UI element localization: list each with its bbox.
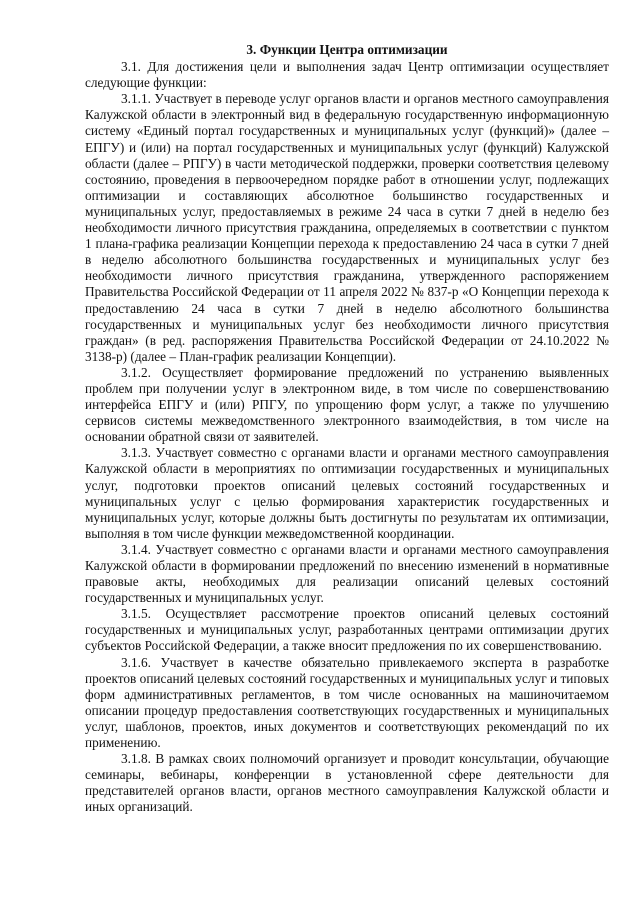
paragraph-3-1-1: 3.1.1. Участвует в переводе услуг органов власти и органов местного самоуправления Калужской области в электронный вид в федеральную государственную информационную систему «Единый портал государственных и муниципальных услуг (функций)» (далее – ЕПГУ) и (или) на портал государственных и муниципальных услуг (функций) Калужской области (далее – РПГУ) в части методической поддержки, проверки соответствия целевому состоянию, проведения в первоочередном порядке работ в отношении услуг, подлежащих оптимизации и составляющих абсолютное большинство государственных и муниципальных услуг, предоставляемых в режиме 24 часа в сутки 7 дней в неделю без необходимости личного присутствия гражданина, определяемых в соответствии с пунктом 1 плана-графика реализации Концепции перехода к предоставлению 24 часа в сутки 7 дней в неделю абсолютного большинства государственных и муниципальных услуг без необходимости личного присутствия гражданина, утвержденного распоряжением Правительства Российской Федерации от 11 апреля 2022 № 837-р «О Концепции перехода к предоставлению 24 часа в сутки 7 дней в неделю абсолютного большинства государственных и муниципальных услуг без необходимости личного присутствия граждан» (в ред. распоряжения Правительства Российской Федерации от 24.10.2022 № 3138-р) (далее – План-график реализации Концепции). [85,91,609,364]
paragraph-3-1-6: 3.1.6. Участвует в качестве обязательно привлекаемого эксперта в разработке проектов описаний целевых состояний государственных и муниципальных услуг и типовых форм административных регламентов, в том числе основанных на машиночитаемом описании процедур предоставления соответствующих государственных и муниципальных услуг, шаблонов, проектов, иных документов и соответствующих рекомендаций по их применению. [85,654,609,751]
paragraph-3-1-3: 3.1.3. Участвует совместно с органами власти и органами местного самоуправления Калужской области в мероприятиях по оптимизации государственных и муниципальных услуг, подготовки проектов описаний целевых состояний государственных и муниципальных услуг с целью формирования характеристик государственных и муниципальных услуг, которые должны быть достигнуты по результатам их оптимизации, выполняя в том числе функции межведомственной координации. [85,445,609,541]
paragraph-3-1: 3.1. Для достижения цели и выполнения задач Центр оптимизации осуществляет следующие функции: [85,59,609,91]
paragraph-3-1-8: 3.1.8. В рамках своих полномочий организует и проводит консультации, обучающие семинары, вебинары, конференции в установленной сфере деятельности для представителей органов власти, органов местного самоуправления Калужской области и иных организаций. [85,751,609,815]
paragraph-3-1-2: 3.1.2. Осуществляет формирование предложений по устранению выявленных проблем при получении услуг в электронном виде, в том числе по совершенствованию интерфейса ЕПГУ и (или) РПГУ, по упрощению форм услуг, а также по улучшению сервисов системы межведомственного электронного взаимодействия, в том числе на основании обратной связи от заявителей. [85,364,609,445]
paragraph-3-1-5: 3.1.5. Осуществляет рассмотрение проектов описаний целевых состояний государственных и муниципальных услуг, разработанных центрами оптимизации других субъектов Российской Федерации, а также вносит предложения по их совершенствованию. [85,606,609,654]
section-heading: 3. Функции Центра оптимизации [246,42,448,57]
paragraph-3-1-4: 3.1.4. Участвует совместно с органами власти и органами местного самоуправления Калужской области в формировании предложений по внесению изменений в нормативные правовые акты, необходимых для реализации описаний целевых состояний государственных и муниципальных услуг. [85,541,609,606]
document-page [85,42,609,816]
